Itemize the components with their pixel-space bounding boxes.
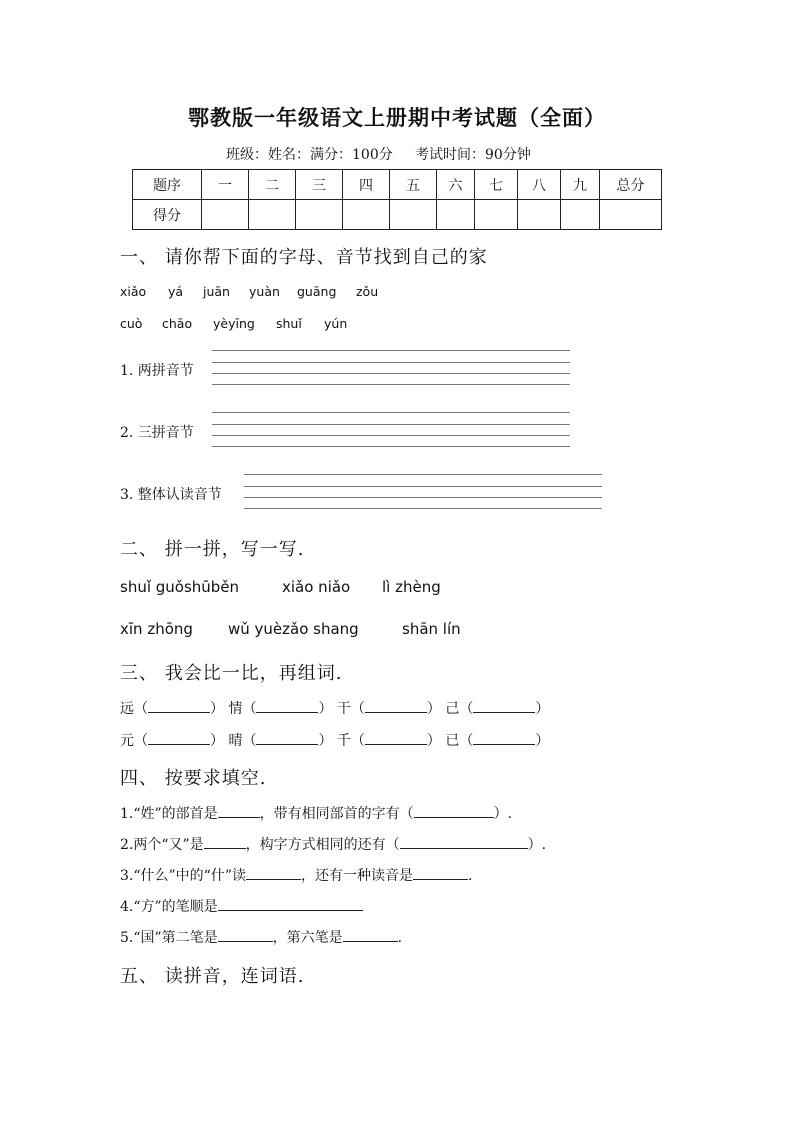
two-spelling-syllables-label: 1. 两拼音节 [120, 363, 194, 379]
pinyin: yèyīng [213, 316, 255, 331]
char: 千 [336, 733, 351, 749]
score-input-cell[interactable] [600, 200, 662, 230]
score-input-cell[interactable] [561, 200, 600, 230]
section4-heading: 四、 按要求填空. [120, 768, 267, 789]
compare-word-row: 远（ ） 情（ ） 干（ ） 己（ ） [120, 698, 549, 718]
char: 已 [445, 733, 460, 749]
section5-heading: 五、 读拼音，连词语. [120, 966, 305, 987]
pinyin-word: shuǐ guǒshūběn [120, 578, 240, 596]
table-header-cell: 六 [437, 170, 475, 200]
answer-blank[interactable] [246, 865, 301, 880]
pinyin-word: wǔ yuèzǎo shang [228, 620, 359, 638]
writing-line [212, 350, 570, 351]
char: 己 [445, 701, 460, 717]
page-title: 鄂教版一年级语文上册期中考试题（全面） [188, 105, 606, 130]
writing-line [244, 474, 602, 475]
section1-heading: 一、 请你帮下面的字母、音节找到自己的家 [120, 247, 488, 268]
score-table-header-row [133, 170, 662, 200]
exam-info [226, 144, 531, 164]
pinyin: juān [203, 284, 230, 299]
table-header-cell: 四 [343, 170, 390, 200]
score-table [132, 169, 662, 230]
char: 晴 [228, 733, 243, 749]
table-header-cell: 七 [475, 170, 518, 200]
table-header-cell: 三 [296, 170, 343, 200]
table-header-cell: 九 [561, 170, 600, 200]
score-input-cell[interactable] [390, 200, 437, 230]
answer-blank[interactable] [400, 834, 528, 849]
table-header-cell: 总分 [600, 170, 662, 200]
score-input-cell[interactable] [249, 200, 296, 230]
compare-word-row: 元（ ） 晴（ ） 千（ ） 已（ ） [120, 730, 549, 750]
pinyin: cuò [120, 316, 143, 331]
answer-blank[interactable] [413, 865, 468, 880]
section2-heading: 二、 拼一拼，写一写. [120, 539, 305, 560]
answer-blank[interactable] [343, 927, 398, 942]
writing-line [244, 508, 602, 509]
writing-line [244, 497, 602, 498]
pinyin: guāng [297, 284, 337, 299]
answer-blank[interactable] [414, 803, 494, 818]
score-table-score-row [133, 200, 662, 230]
pinyin-word: shān lín [402, 620, 461, 638]
fill-question-2: 2.两个“又”是 ，构字方式相同的还有（ ）. [120, 834, 546, 854]
char: 情 [228, 701, 243, 717]
pinyin: yuàn [249, 284, 280, 299]
table-header-cell: 一 [202, 170, 249, 200]
table-header-cell: 二 [249, 170, 296, 200]
writing-line [212, 412, 570, 413]
score-input-cell[interactable] [202, 200, 249, 230]
table-header-cell: 八 [518, 170, 561, 200]
char: 干 [336, 701, 351, 717]
fill-question-1: 1.“姓”的部首是 ，带有相同部首的字有（ ）. [120, 803, 512, 823]
pinyin: zǒu [356, 284, 379, 299]
whole-reading-syllables-label: 3. 整体认读音节 [120, 487, 222, 503]
answer-blank[interactable] [148, 698, 210, 713]
pinyin: yá [168, 284, 184, 299]
pinyin: yún [324, 316, 348, 331]
pinyin: chāo [162, 316, 193, 331]
section3-heading: 三、 我会比一比，再组词. [120, 663, 343, 684]
table-row-label: 得分 [133, 200, 202, 230]
answer-blank[interactable] [256, 698, 318, 713]
class-name-score-label: 班级：姓名：满分：100分 [226, 147, 393, 163]
answer-blank[interactable] [365, 730, 427, 745]
writing-line [244, 486, 602, 487]
writing-line [212, 384, 570, 385]
three-spelling-syllables-label: 2. 三拼音节 [120, 425, 194, 441]
table-header-cell: 题序 [133, 170, 202, 200]
pinyin-word: lì zhèng [382, 578, 441, 596]
char: 远 [120, 701, 134, 717]
answer-blank[interactable] [148, 730, 210, 745]
char: 元 [120, 733, 134, 749]
fill-question-3: 3.“什么”中的“什”读 ，还有一种读音是 . [120, 865, 472, 885]
score-input-cell[interactable] [518, 200, 561, 230]
answer-blank[interactable] [204, 834, 246, 849]
score-input-cell[interactable] [475, 200, 518, 230]
answer-blank[interactable] [473, 730, 535, 745]
answer-blank[interactable] [218, 927, 273, 942]
answer-blank[interactable] [218, 896, 363, 911]
score-input-cell[interactable] [437, 200, 475, 230]
writing-line [212, 446, 570, 447]
pinyin: shuǐ [276, 316, 302, 331]
exam-time-label: 考试时间：90分钟 [415, 147, 531, 163]
fill-question-5: 5.“国”第二笔是 ，第六笔是 . [120, 927, 402, 947]
answer-blank[interactable] [218, 803, 260, 818]
pinyin-word: xīn zhōng [120, 620, 193, 638]
answer-blank[interactable] [256, 730, 318, 745]
score-input-cell[interactable] [343, 200, 390, 230]
pinyin: xiǎo [120, 284, 147, 299]
pinyin-word: xiǎo niǎo [282, 578, 351, 596]
table-header-cell: 五 [390, 170, 437, 200]
writing-line [212, 362, 570, 363]
writing-line [212, 435, 570, 436]
fill-question-4: 4.“方”的笔顺是 [120, 896, 363, 916]
writing-line [212, 424, 570, 425]
answer-blank[interactable] [473, 698, 535, 713]
answer-blank[interactable] [365, 698, 427, 713]
writing-line [212, 373, 570, 374]
score-input-cell[interactable] [296, 200, 343, 230]
